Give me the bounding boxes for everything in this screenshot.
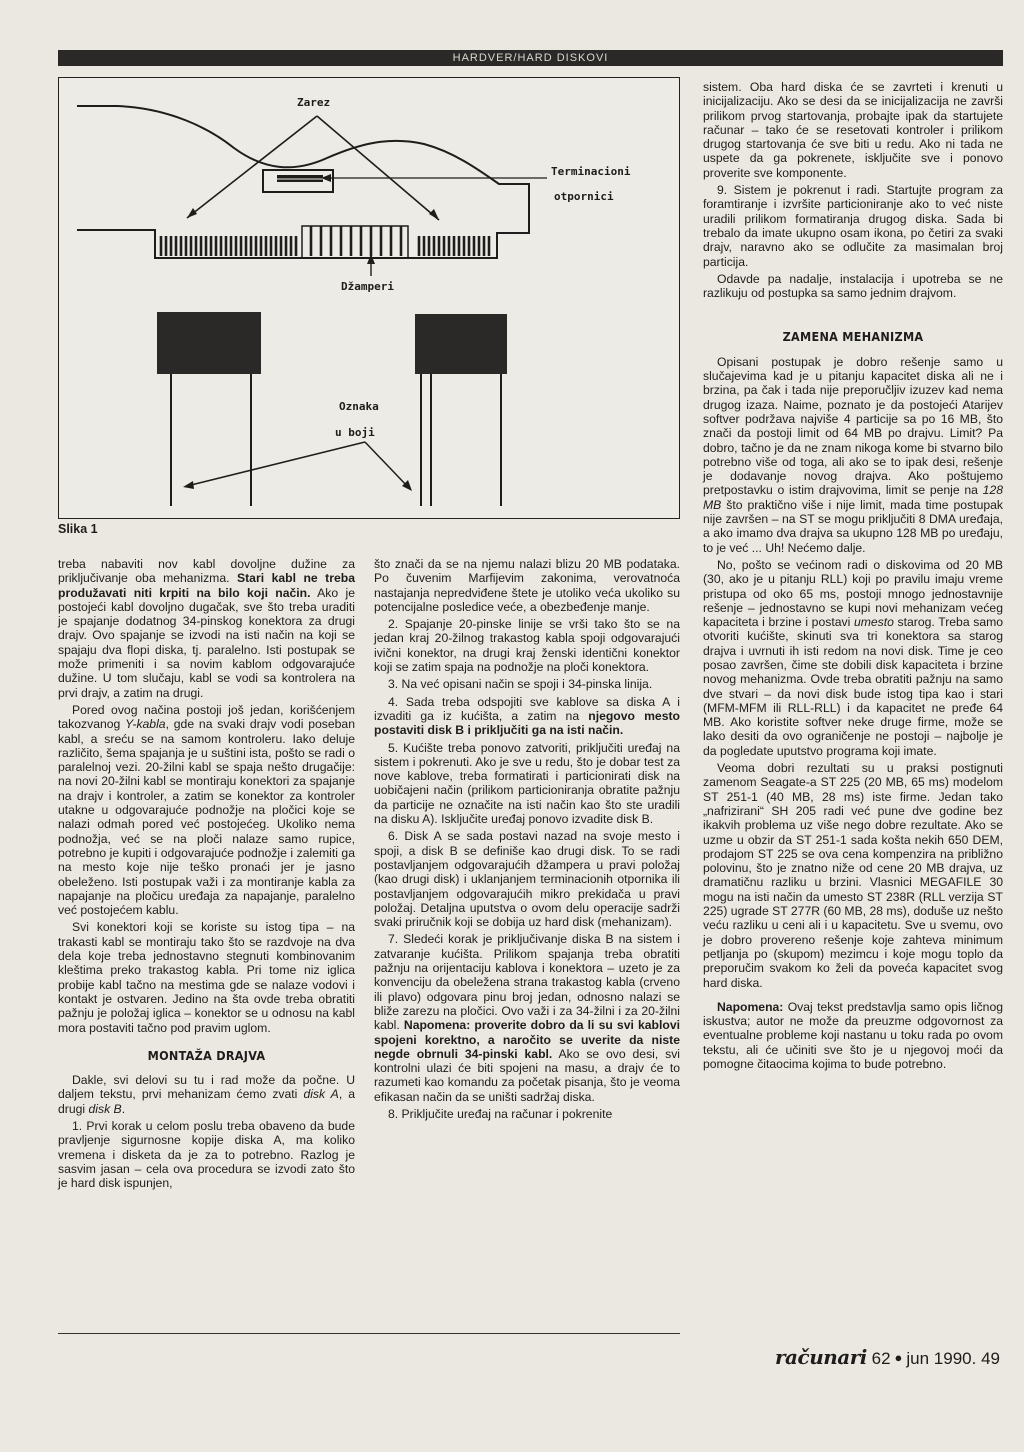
figure-caption: Slika 1 xyxy=(58,522,98,536)
footer-rule xyxy=(58,1333,680,1334)
section-heading-montaza: MONTAŽA DRAJVA xyxy=(147,1047,266,1063)
issue-number: 62 xyxy=(871,1349,891,1368)
paragraph: 4. Sada treba odspojiti sve kablove sa diska A i izvaditi ga iz kućišta, a zatim na njegovo mesto postaviti disk B i priključiti ga na isti način. xyxy=(374,694,680,738)
label-dzamperi: Džamperi xyxy=(341,280,394,293)
paragraph: Dakle, svi delovi su tu i rad može da počne. U daljem tekstu, prvi mehanizam ćemo zvati disk A, a drugi disk B. xyxy=(58,1073,355,1116)
paragraph: Napomena: Ovaj tekst predstavlja samo opis ličnog iskustva; autor ne može da preuzme odgovornost za eventualne probleme koji nastanu u toku rada po ovom tekstu, ali će učiniti sve što je u njegovoj moći da pomogne čitaocima kojima to bude potrebno. xyxy=(703,999,1004,1071)
paragraph: 3. Na već opisani način se spoji i 34-pinska linija. xyxy=(388,677,653,692)
section-heading-zamena: ZAMENA MEHANIZMA xyxy=(782,329,924,345)
paragraph: Veoma dobri rezultati su u praksi postignuti zamenom Seagate-a ST 225 (20 MB, 65 ms) modelom ST 251-1 (40 MB, 28 ms) iste firme. Jedan tako „nafrizirani“ SH 205 radi već pune dve godine bez ikakvih problema uz više nego dobre rezultate. Ako se uzme u obzir da ST 251-1 sada košta nekih 650 DEM, prodajom ST 225 se ova cena kompenzira na približno polovinu, što je znatno niže od cene 20 MB drajva, uz dramatičnu razliku u brzini. Vlasnici MEGAFILE 30 mogu na isti način da umesto ST 238R (RLL verzija ST 225) ugrade ST 277R (60 MB, 28 ms), doduše uz nešto veću razliku u ceni ali i u kapacitetu. Sve u svemu, ovo je dobro provereno rešenje koje zahteva minimum petljanja po (skupom) mezimcu i koje mogu toplo da preporučim svakom ko želi da poveća kapacitet svog hard diska. xyxy=(703,761,1003,990)
hard-disk-board-diagram xyxy=(59,78,681,520)
paragraph: što znači da se na njemu nalazi blizu 20 MB podataka. Po čuvenim Marfijevim zakonima, verovatnoća nastajanja nepredviđene štete je utoliko veća ukoliko su potencijalne posledice veće, a obezbeđenje manje. xyxy=(374,557,680,614)
page-number: 49 xyxy=(981,1349,1000,1368)
section-header: HARDVER/HARD DISKOVI xyxy=(58,50,1003,66)
paragraph: Opisani postupak je dobro rešenje samo u slučajevima kad je u pitanju kapacitet diska ali ne i brzina, pa čak i tada nije preporučljiv izuzev kad nema drugog izaza. Naime, poznato je da postojeći Atarijev softver podržava najviše 4 particije sa po 16 MB, što znači da postoji limit od 64 MB po drajvu. Limit? Pa dobro, tačno je da ne znam nikoga kome bi stvarno bilo potrebno više od toga, ali ako se to ipak desi, rešenje je dodavanje novog drajva. Ako poštujemo pretpostavku o istim drajvovima, limit se penje na 128 MB što praktično više i nije limit, mada time postupak nije završen – na ST se mogu priključiti 8 DMA uređaja, a ako imamo dva drajva sa ukupno 128 MB po uređaju, to je već ... Uh! Nećemo dalje. xyxy=(703,354,1004,555)
figure-1 xyxy=(58,77,680,519)
paragraph: Odavde pa nadalje, instalacija i upotreba se ne razlikuju od postupka sa samo jednim drajvom. xyxy=(703,271,1003,301)
paragraph: Svi konektori koji se koriste su istog tipa – na trakasti kabl se montiraju tako što se razdvoje na dva dela koje treba jednostavno stegnuti kombinovanim kleštima preko trakastog kabla. Pri tome niz iglica probije kabl tačno na mestima gde se nalaze vodovi i kontakt je ostvaren. Jedino na šta ovde treba obratiti pažnju je položaj iglica – konektor se u odnosu na kabl mora postaviti tačno pod pravim uglom. xyxy=(58,920,355,1035)
column-2 xyxy=(374,557,680,1124)
paragraph: 9. Sistem je pokrenut i radi. Startujte program za foramtiranje i izvršite particioniranje ako to već niste uradili prilikom formatiranja drugog diska. Sada bi trebalo da imate ukupno osam ikona, po četiri za svaki drajv, naravno ako se odlučite za masimalan broj particija. xyxy=(703,183,1003,269)
paragraph: No, pošto se većinom radi o diskovima od 20 MB (30, ako je u pitanju RLL) koji po pravilu imaju vreme pristupa od oko 65 ms, postoji mnogo jednostavnije rešenje – jednostavno se kupi novi mehanizam većeg kapaciteta i brzine i postavi umesto starog. Treba samo otvoriti kućište, skinuti sva tri konektora sa starog drajva i uvrnuti ih isti redom na novi disk. Time je ceo posao završen, čime ste dobili disk kapaciteta i brzine novog mehanizma. Ovde treba obratiti pažnju na samo dve stvari – da novi disk bude istog tipa kao i stari (MFM-MFM ili RLL-RLL) i da kapacitet ne pređe 64 MB. Ako koristite softver neke druge firme, može se lako desiti da ovo ograničenje ne postoji – najbolje je da pogledate uputstvo programa koji imate. xyxy=(703,557,1004,758)
column-1 xyxy=(58,557,355,1193)
column-3 xyxy=(703,80,1003,1074)
paragraph: sistem. Oba hard diska će se zavrteti i krenuti u inicijalizaciju. Ako se desi da se inicijalizacija ne završi prilikom prvog startovanja, probajte ipak da startujete računar – tako će se resetovati kontroler i prilikom drugog startovanja će sve biti u redu. Ako ni tada ne uspete da ga pokrenete, isključite sve i ponovo proverite sve komponente. xyxy=(703,80,1003,180)
paragraph: 2. Spajanje 20-pinske linije se vrši tako što se na jedan kraj 20-žilnog trakastog kabla spoji odgovarajući ivični konektor, na drugi kraj ženski identični konektor koji se zatim spaja na podnožje na ploči konektora. xyxy=(374,617,680,675)
paragraph: 8. Priključite uređaj na računar i pokrenite xyxy=(388,1106,613,1121)
label-oznaka: Oznaka xyxy=(339,400,379,413)
bullet-icon: ● xyxy=(894,1350,903,1365)
label-zarez: Zarez xyxy=(297,96,331,109)
paragraph: treba nabaviti nov kabl dovoljne dužine za priključivanje oba mehanizma. Stari kabl ne treba produžavati niti krpiti na bilo koji način. Ako je postojeći kabl dovoljno dugačak, sve što treba uraditi je spajanje dodatnog 34-pinskog konektora za drugi drajv. Ovo spajanje se izvodi na isti način na koji se spajaju dva flopi diska, tj. paralelno. Isti postupak se može primeniti i sa novim kablom odgovarajuće dužine. U tom slučaju, kabl se vodi sa kontrolera na prvi drajv, a zatim na drugi. xyxy=(58,557,355,700)
paragraph: 7. Sledeći korak je priključivanje diska B na sistem i zatvaranje kućišta. Prilikom spajanja treba obratiti pažnju na orijentaciju kablova i konektora – uzeto je za konvenciju da obeležena strana trakastog kabla (crveno ili plavo) odgovara pinu broj jedan, odnosno nalazi se bliže zarezu na pločici. Ovo važi i za 34-žilni i za 20-žilni kabl. Napomena: proverite dobro da li su svi kablovi spojeni korektno, a naročito se uverite da niste negde obrnuli 34-pinski kabl. Ako se ovo desi, svi kontrolni ulazi će biti spojeni na masu, a drajv će to razumeti kao komandu za početak pisanja, što je veoma efikasan način da se uništi sadržaj diska. xyxy=(374,932,680,1104)
label-otpornici: otpornici xyxy=(554,190,614,203)
paragraph: 6. Disk A se sada postavi nazad na svoje mesto i spoji, a disk B se definiše kao drugi disk. To se radi postavljanjem odgovarajućih džampera u pravi položaj (kao drugi disk) i uklanjanjem terminacionih otpornika ili postavljanjem odgovarajućih mikro prekidača u pravi položaj. Detaljna uputstva o ovom delu operacije sadrži svaki priručnik koji se dobija uz hard disk (mehanizam). xyxy=(374,829,680,930)
paragraph: Pored ovog načina postoji još jedan, korišćenjem takozvanog Y-kabla, gde na svaki drajv vodi poseban kabl, a sreću se na samom kontroleru. Iako deluje različito, šema spajanja je u suštini ista, pošto se radi o paralelnoj vezi. 20-žilni kabl se spaja nešto drugačije: na novi 20-žilni kabl se montiraju konektori za spajanje na drajv i kontroler, a zatim se konektor za kontroler utakne u odgovarajuće podnožje na pločici koje se nalazi odmah pored već postojećeg. Ukoliko nema podnožja, već se na ploči nalaze samo rupice, potrebno je kupiti i odgovarajuće podnožje i zalemiti ga na mesto koje nije teško pronaći jer je jasno obeleženo. Isti postupak važi i za montiranje kabla za napajanje na pločicu uređaja za napajanje, paralelno već postojećem kablu. xyxy=(58,702,355,918)
paragraph: 5. Kućište treba ponovo zatvoriti, priključiti uređaj na sistem i pokrenuti. Ako je sve u redu, što je dobar test za nove kablove, treba formatirati i particionirati disk na uobičajeni način (prilikom particioniranja obratite pažnju da particije ne označite na isti način kao što ste uradili na disku A). Isključite uređaj ponovo izvadite disk B. xyxy=(374,740,680,827)
magazine-logo: računari xyxy=(775,1345,867,1369)
label-u-boji: u boji xyxy=(335,426,375,439)
issue-date: jun 1990. xyxy=(906,1349,977,1368)
edge-connector-pins xyxy=(161,226,489,256)
paragraph: 1. Prvi korak u celom poslu treba obaveno da bude pravljenje sigurnosne kopije diska A, ma koliko vremena i disketa da je za to potrebno. Razlog je sasvim jasan – cela ova procedura se izvodi zato što je hard disk ispunjen, xyxy=(58,1118,355,1191)
page-footer xyxy=(775,1345,1000,1369)
label-terminacioni: Terminacioni xyxy=(551,165,631,178)
